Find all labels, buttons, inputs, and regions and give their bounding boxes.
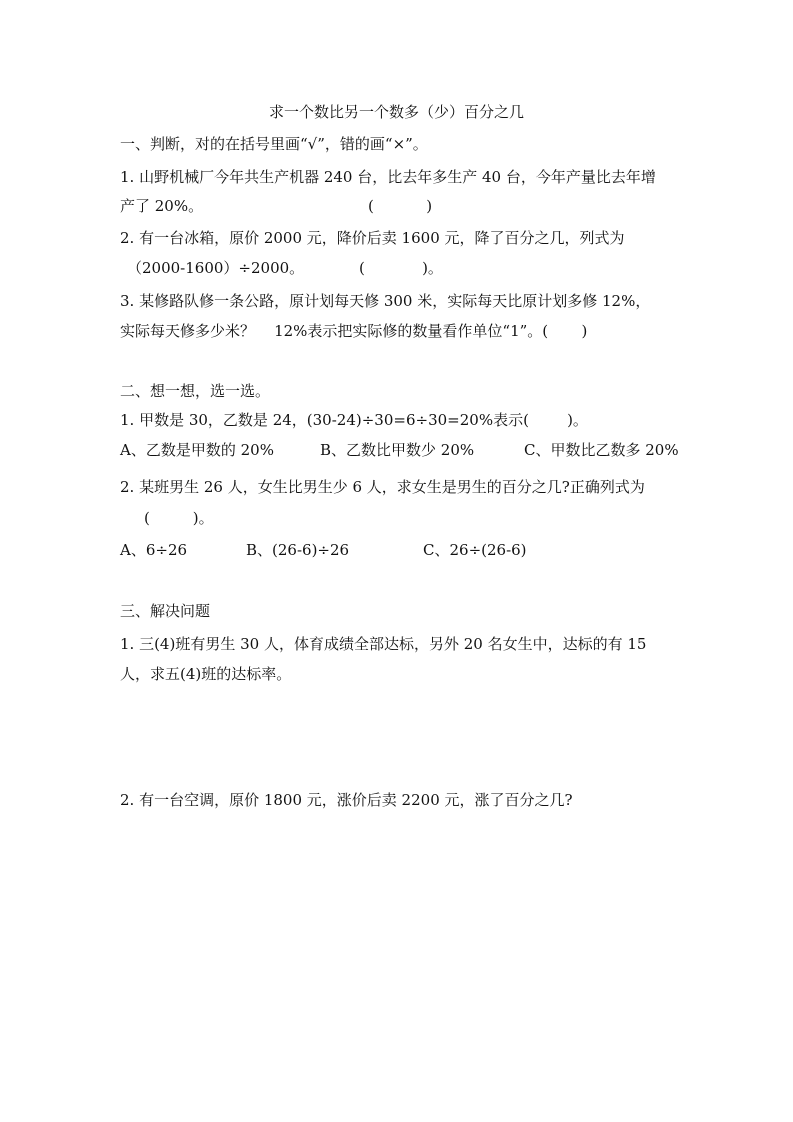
s3-q2-line: 2. 有一台空调，原价 1800 元，涨价后卖 2200 元，涨了百分之几?: [120, 791, 573, 809]
s2-q2-option-a[interactable]: A、6÷26: [120, 541, 188, 559]
s2-q2-option-b[interactable]: B、(26-6)÷26: [246, 541, 350, 559]
s2-q2-line2: ( )。: [144, 509, 214, 527]
s2-q1-option-a[interactable]: A、乙数是甲数的 20%: [120, 441, 274, 459]
s1-q1-line1: 1. 山野机械厂今年共生产机器 240 台，比去年多生产 40 台，今年产量比去年增: [120, 168, 656, 186]
s2-q2-line1: 2. 某班男生 26 人，女生比男生少 6 人，求女生是男生的百分之几?正确列式为: [120, 478, 645, 496]
s1-q3-line2: 实际每天修多少米？ 12%表示把实际修的数量看作单位“1”。( ): [120, 322, 588, 340]
s3-q1-line2: 人，求五(4)班的达标率。: [120, 665, 292, 683]
section2-heading: 二、想一想，选一选。: [120, 382, 271, 400]
section1-heading: 一、判断，对的在括号里画“√”，错的画“×”。: [120, 135, 428, 153]
s1-q1-line2: 产了 20%。: [120, 197, 204, 215]
s2-q1-line: 1. 甲数是 30，乙数是 24，(30-24)÷30=6÷30=20%表示( )。: [120, 411, 588, 429]
s1-q3-line1: 3. 某修路队修一条公路，原计划每天修 300 米，实际每天比原计划多修 12%，: [120, 292, 651, 310]
section3-heading: 三、解决问题: [120, 602, 211, 620]
s1-q2-line1: 2. 有一台冰箱，原价 2000 元，降价后卖 1600 元，降了百分之几，列式为: [120, 229, 625, 247]
s1-q2-answer-blank[interactable]: ( )。: [359, 259, 443, 277]
s1-q1-answer-blank[interactable]: ( ): [368, 197, 433, 215]
s2-q1-option-b[interactable]: B、乙数比甲数少 20%: [320, 441, 475, 459]
s2-q2-option-c[interactable]: C、26÷(26-6): [423, 541, 527, 559]
s3-q1-line1: 1. 三(4)班有男生 30 人，体育成绩全部达标，另外 20 名女生中，达标的有 15: [120, 635, 647, 653]
page-title: 求一个数比另一个数多（少）百分之几: [268, 103, 524, 121]
s2-q1-option-c[interactable]: C、甲数比乙数多 20%: [524, 441, 679, 459]
s1-q2-line2: （2000-1600）÷2000。: [127, 259, 305, 277]
